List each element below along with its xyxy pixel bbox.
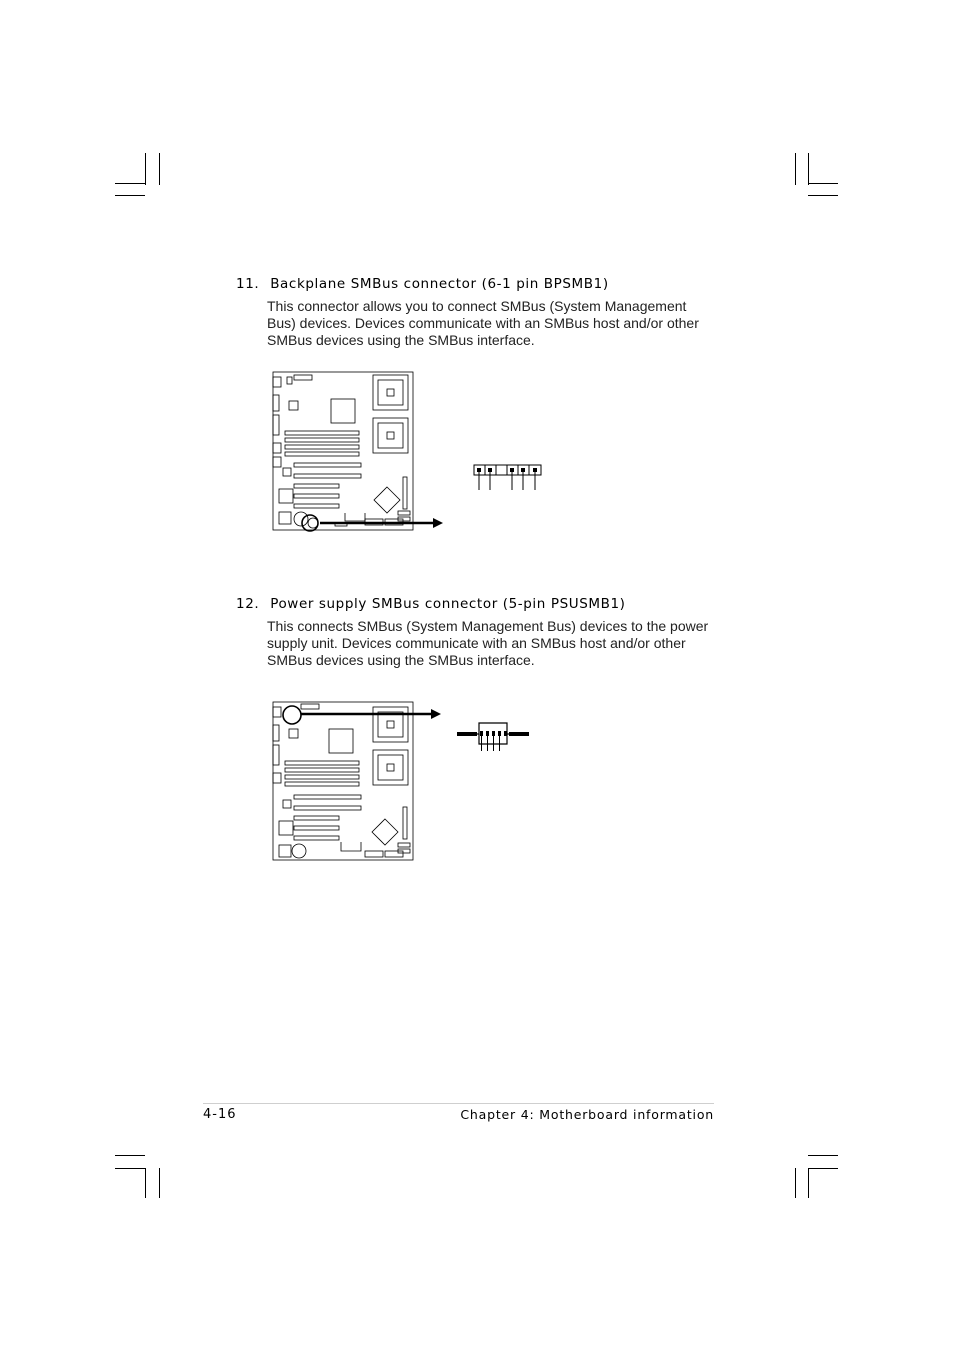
section-12-title: Power supply SMBus connector (5-pin PSUSMB1): [270, 596, 626, 612]
section-12-heading: [236, 596, 626, 612]
psusmb1-motherboard-diagram: [265, 695, 455, 865]
footer-chapter-title: Chapter 4: Motherboard information: [460, 1107, 714, 1122]
psusmb1-pin-connector-icon: [455, 715, 535, 755]
section-12-body: This connects SMBus (System Management Bus) devices to the power supply unit. Devices communicate with an SMBus host and/or other SMBus devices using the SMBus interface.: [267, 618, 709, 668]
bpsmb1-pin-connector-icon: [468, 460, 548, 494]
footer-rule: [203, 1103, 714, 1104]
section-11-body: This connector allows you to connect SMBus (System Management Bus) devices. Devices communicate with an SMBus host and/or other SMBus devices using the SMBus interface.: [267, 298, 699, 348]
footer-page-number: 4-16: [203, 1107, 237, 1122]
bpsmb1-motherboard-diagram: [265, 365, 455, 535]
section-11-number: 11.: [236, 276, 260, 292]
section-11-title: Backplane SMBus connector (6-1 pin BPSMB1): [270, 276, 609, 292]
section-11-heading: [236, 276, 609, 292]
section-12-number: 12.: [236, 596, 260, 612]
